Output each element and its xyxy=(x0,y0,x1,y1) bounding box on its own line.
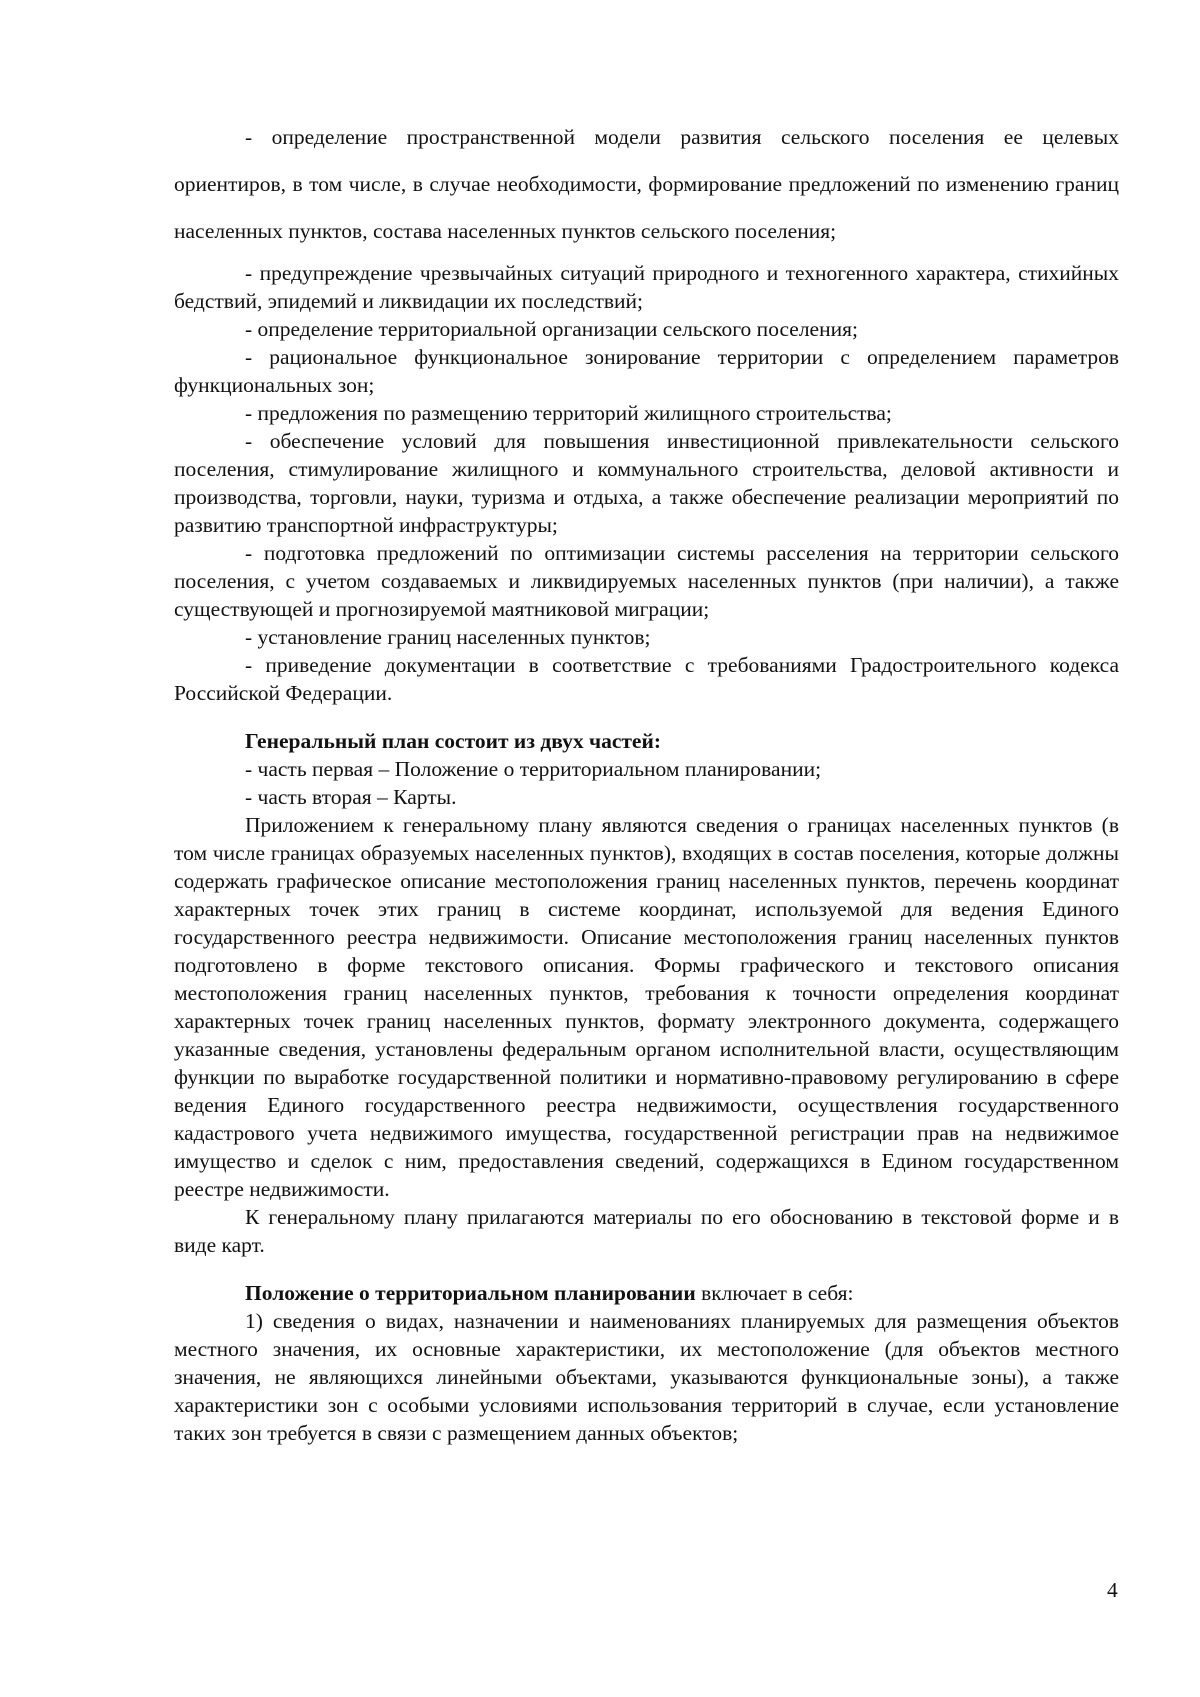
paragraph-emergency-prevention: - предупреждение чрезвычайных ситуаций природного и техногенного характера, стихийных бедствий, эпидемий и ликвидации их последствий; xyxy=(174,261,1119,313)
paragraph-investment-conditions: - обеспечение условий для повышения инвестиционной привлекательности сельского поселения, стимулирование жилищного и коммунального строительства, деловой активности и производства, торговли, науки, туризма и отдыха, а также обеспечение реализации мероприятий по развитию транспортной инфраструктуры; xyxy=(174,429,1119,537)
paragraph-housing-placement: - предложения по размещению территорий жилищного строительства; xyxy=(245,401,892,425)
paragraph-spatial-model: - определение пространственной модели развития сельского поселения ее целевых ориентиров, в том числе, в случае необходимости, формирование предложений по изменению границ населенных пунктов, состава населенных пунктов сельского поселения; xyxy=(174,125,1119,243)
list-item-part-one: - часть первая – Положение о территориальном планировании; xyxy=(245,757,822,781)
section-heading-territorial-planning xyxy=(174,1279,1119,1307)
page-number: 4 xyxy=(1107,1578,1118,1602)
paragraph-code-compliance: - приведение документации в соответствие с требованиями Градостроительного кодекса Российской Федерации. xyxy=(174,653,1119,705)
paragraph-appendix-boundaries: Приложением к генеральному плану являются сведения о границах населенных пунктов (в том числе границах образуемых населенных пунктов), входящих в состав поселения, которые должны содержать графическое описание местоположения границ населенных пунктов, перечень координат характерных точек этих границ в системе координат, используемой для ведения Единого государственного реестра недвижимости. Описание местоположения границ населенных пунктов подготовлено в форме текстового описания. Формы графического и текстового описания местоположения границ населенных пунктов, требования к точности определения координат характерных точек границ населенных пунктов, формату электронного документа, содержащего указанные сведения, установлены федеральным органом исполнительной власти, осуществляющим функции по выработке государственной политики и нормативно-правовому регулированию в сфере ведения Единого государственного реестра недвижимости, осуществления государственного кадастрового учета недвижимого имущества, государственной регистрации прав на недвижимое имущество и сделок с ним, предоставления сведений, содержащихся в Едином государственном реестре недвижимости. xyxy=(174,813,1119,1201)
paragraph-functional-zoning: - рациональное функциональное зонирование территории с определением параметров функциональных зон; xyxy=(174,345,1119,397)
paragraph-supporting-materials: К генеральному плану прилагаются материалы по его обоснованию в текстовой форме и в виде карт. xyxy=(174,1205,1119,1257)
paragraph-boundaries: - установление границ населенных пунктов; xyxy=(245,625,651,649)
paragraph-settlement-optimization: - подготовка предложений по оптимизации системы расселения на территории сельского поселения, с учетом создаваемых и ликвидируемых населенных пунктов (при наличии), а также существующей и прогнозируемой маятниковой миграции; xyxy=(174,541,1119,621)
paragraph-territorial-organization: - определение территориальной организации сельского поселения; xyxy=(245,317,858,341)
document-body xyxy=(174,114,1119,1447)
section-heading-rest: включает в себя: xyxy=(695,1281,854,1305)
paragraph-local-objects-info: 1) сведения о видах, назначении и наименованиях планируемых для размещения объектов местного значения, их основные характеристики, их местоположение (для объектов местного значения, не являющихся линейными объектами, указываются функциональные зоны), а также характеристики зон с особыми условиями использования территорий в случае, если установление таких зон требуется в связи с размещением данных объектов; xyxy=(174,1309,1119,1445)
list-item-part-two: - часть вторая – Карты. xyxy=(245,785,457,809)
section-heading-general-plan: Генеральный план состоит из двух частей: xyxy=(245,729,662,753)
section-heading-bold: Положение о территориальном планировании xyxy=(245,1281,696,1305)
